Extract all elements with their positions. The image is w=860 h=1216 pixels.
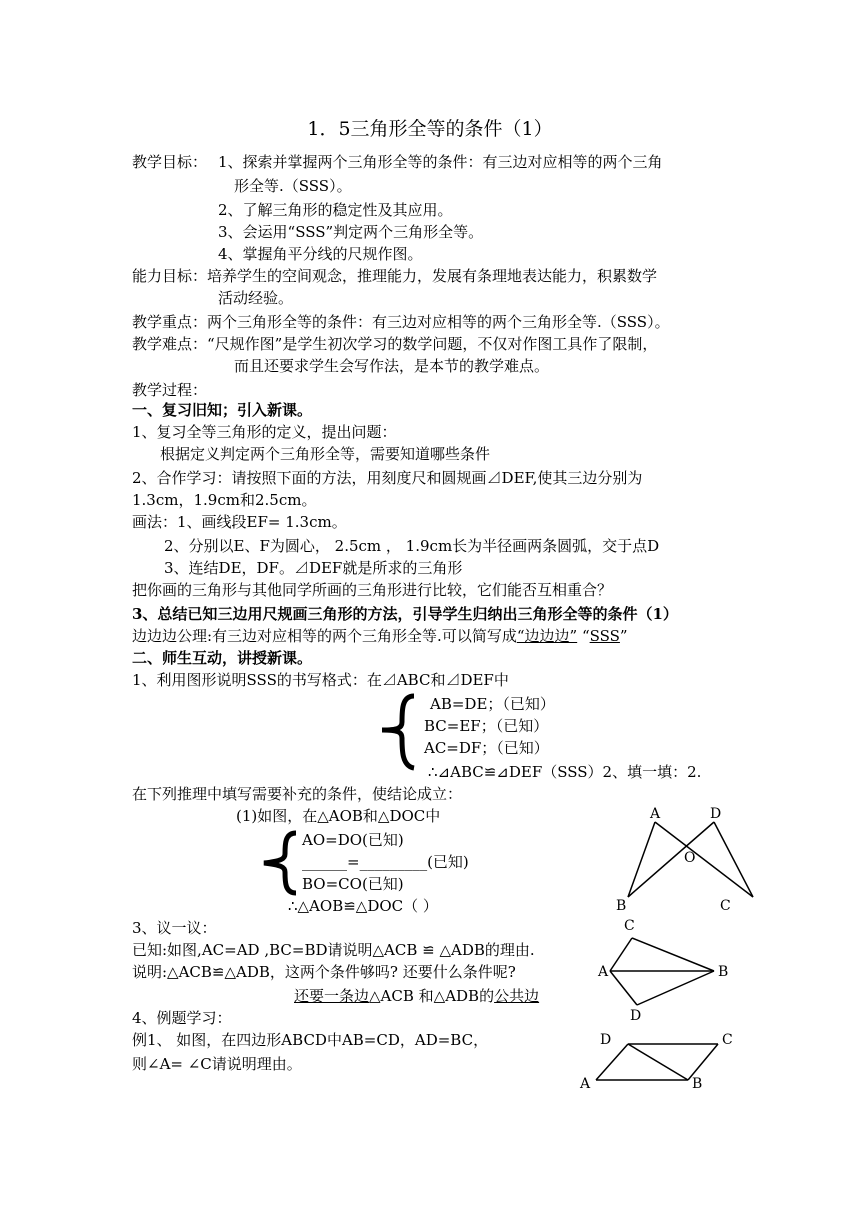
example-label: 4、例题学习： (132, 1009, 232, 1027)
section2-heading: 二、师生互动，讲授新课。 (132, 649, 313, 667)
sss-chinese: “边边边” (516, 627, 578, 645)
fill-question: (1)如图，在△AOB和△DOC中 (236, 807, 441, 825)
objective-item-3: 3、会运用“SSS”判定两个三角形全等。 (218, 223, 484, 241)
brace-2 (260, 830, 300, 896)
bowtie-figure (600, 800, 760, 910)
fill-intro: 在下列推理中填写需要补充的条件，使结论成立： (132, 785, 463, 803)
ability-line-1: 能力目标：培养学生的空间观念，推理能力，发展有条理地表达能力，积累数学 (132, 267, 658, 285)
fill-line-1: AO=DO(已知) (302, 831, 404, 849)
draw-step-3: 3、连结DE，DF。⊿DEF就是所求的三角形 (164, 559, 463, 577)
difficulty-line-2: 而且还要求学生会写作法，是本节的教学难点。 (234, 357, 550, 375)
sss-close: ” (619, 627, 628, 645)
proof1-line-2: BC=EF；（已知） (424, 717, 549, 735)
bowtie-label-a: A (650, 806, 661, 822)
proof1-line-3: AC=DF；（已知） (424, 739, 549, 757)
compare-question: 把你画的三角形与其他同学所画的三角形进行比较，它们能否互相重合？ (132, 581, 613, 599)
objective-item-2: 2、了解三角形的稳定性及其应用。 (218, 201, 453, 219)
sss-sep: “ (577, 627, 590, 645)
draw-step-1: 画法：1、画线段EF= 1.3cm。 (132, 513, 347, 531)
ability-line-2: 活动经验。 (218, 289, 294, 307)
draw-step-2: 2、分别以E、F为圆心， 2.5cm ， 1.9cm长为半径画两条圆弧，交于点D (164, 537, 660, 555)
kite-label-b: B (718, 964, 729, 980)
answer-part-3: 公共边 (494, 987, 540, 1005)
process-label: 教学过程： (132, 381, 208, 399)
answer-part-2: △ACB 和△ADB的 (369, 987, 495, 1005)
key-point: 教学重点：两个三角形全等的条件：有三边对应相等的两个三角形全等.（SSS）。 (132, 313, 670, 331)
section1-p1b: 根据定义判定两个三角形全等，需要知道哪些条件 (160, 445, 491, 463)
bowtie-label-o: O (684, 850, 696, 866)
fill-conclusion: ∴△AOB≌△DOC（ ） (288, 897, 438, 915)
para-label-c: C (722, 1032, 733, 1048)
bowtie-label-c: C (720, 898, 731, 914)
sss-axiom-text: 边边边公理:有三边对应相等的两个三角形全等.可以简写成 (132, 627, 517, 645)
objective-item-1: 1、探索并掌握两个三角形全等的条件：有三边对应相等的两个三角 (218, 153, 663, 171)
sss-axiom (132, 626, 628, 646)
sss-abbrev: SSS (589, 627, 620, 645)
para-label-d: D (600, 1032, 612, 1048)
proof1-conclusion: ∴⊿ABC≌⊿DEF（SSS）2、填一填：2. (428, 763, 702, 781)
answer-line (294, 986, 539, 1006)
section1-p2b: 1.3cm，1.9cm和2.5cm。 (132, 491, 317, 509)
objective-item-4: 4、掌握角平分线的尺规作图。 (218, 245, 423, 263)
known-statement: 已知:如图,AC=AD ,BC=BD请说明△ACB ≌ △ADB的理由. (132, 941, 535, 959)
bowtie-label-b: B (616, 898, 627, 914)
fill-line-3: BO=CO(已知) (302, 875, 404, 893)
example-1: 例1、 如图，在四边形ABCD中AB=CD，AD=BC， (132, 1031, 489, 1049)
section1-p3: 3、总结已知三边用尺规画三角形的方法，引导学生归纳出三角形全等的条件（1） (132, 605, 678, 623)
fill-line-2: ______=_________(已知) (302, 853, 469, 871)
objective-item-1-cont: 形全等.（SSS）。 (234, 177, 352, 195)
discuss-label: 3、议一议： (132, 919, 217, 937)
kite-label-a: A (598, 964, 609, 980)
section1-heading: 一、复习旧知；引入新课。 (132, 401, 313, 419)
proof1-line-1: AB=DE；（已知） (430, 695, 555, 713)
page-title: 1．5三角形全等的条件（1） (307, 118, 553, 140)
difficulty-line-1: 教学难点：“尺规作图”是学生初次学习的数学问题，不仅对作图工具作了限制， (132, 335, 658, 353)
section1-p1: 1、复习全等三角形的定义，提出问题： (132, 423, 397, 441)
explain-statement: 说明:△ACB≌△ADB，这两个条件够吗? 还要什么条件呢? (132, 963, 516, 981)
bowtie-label-d: D (710, 806, 722, 822)
kite-figure (600, 920, 730, 1020)
section1-p2: 2、合作学习：请按照下面的方法，用刻度尺和圆规画⊿DEF,使其三边分别为 (132, 469, 643, 487)
para-label-b: B (692, 1076, 703, 1092)
brace-1 (378, 692, 418, 772)
kite-label-c: C (624, 918, 635, 934)
objectives-label: 教学目标： (132, 153, 208, 171)
example-1-question: 则∠A= ∠C请说明理由。 (132, 1055, 302, 1073)
section2-p1: 1、利用图形说明SSS的书写格式：在⊿ABC和⊿DEF中 (132, 671, 509, 689)
answer-part-1: 还要一条边 (294, 987, 370, 1005)
kite-label-d: D (630, 1008, 642, 1024)
para-label-a: A (580, 1076, 591, 1092)
